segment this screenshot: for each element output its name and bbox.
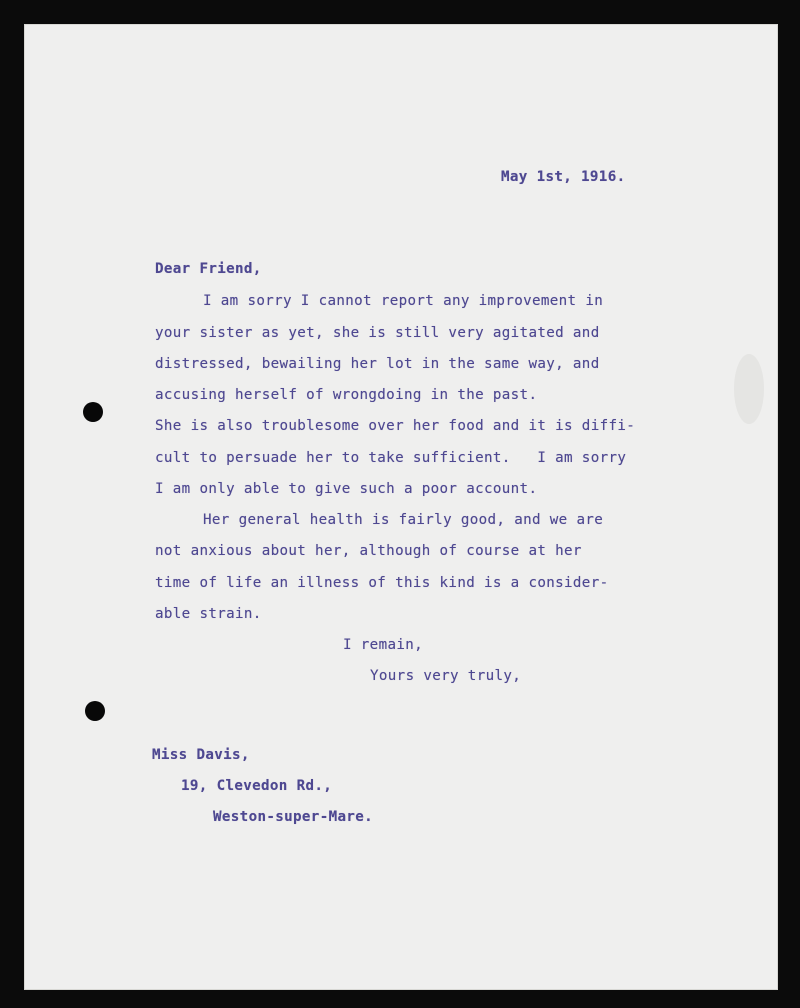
body-line: She is also troublesome over her food and it is diffi- [155, 418, 636, 434]
body-line: not anxious about her, although of course at her [155, 543, 582, 559]
body-line: cult to persuade her to take sufficient. I am sorry [155, 450, 627, 466]
salutation: Dear Friend, [155, 261, 262, 277]
body-line: I am only able to give such a poor account. [155, 481, 538, 497]
punch-hole-bottom [85, 701, 105, 721]
letter-page [24, 24, 778, 990]
address-name: Miss Davis, [152, 747, 250, 763]
closing-yours-truly: Yours very truly, [370, 668, 522, 684]
body-line: accusing herself of wrongdoing in the past. [155, 387, 538, 403]
body-line: your sister as yet, she is still very agitated and [155, 325, 600, 341]
closing-remain: I remain, [343, 637, 424, 653]
paper-stain [734, 354, 764, 424]
body-line: time of life an illness of this kind is a consider- [155, 575, 609, 591]
body-line: able strain. [155, 606, 262, 622]
body-line: Her general health is fairly good, and we are [203, 512, 604, 528]
letter-date: May 1st, 1916. [501, 169, 626, 185]
body-line: I am sorry I cannot report any improvement in [203, 293, 604, 309]
address-street: 19, Clevedon Rd., [181, 778, 333, 794]
punch-hole-top [83, 402, 103, 422]
body-line: distressed, bewailing her lot in the same way, and [155, 356, 600, 372]
address-town: Weston-super-Mare. [213, 809, 374, 825]
